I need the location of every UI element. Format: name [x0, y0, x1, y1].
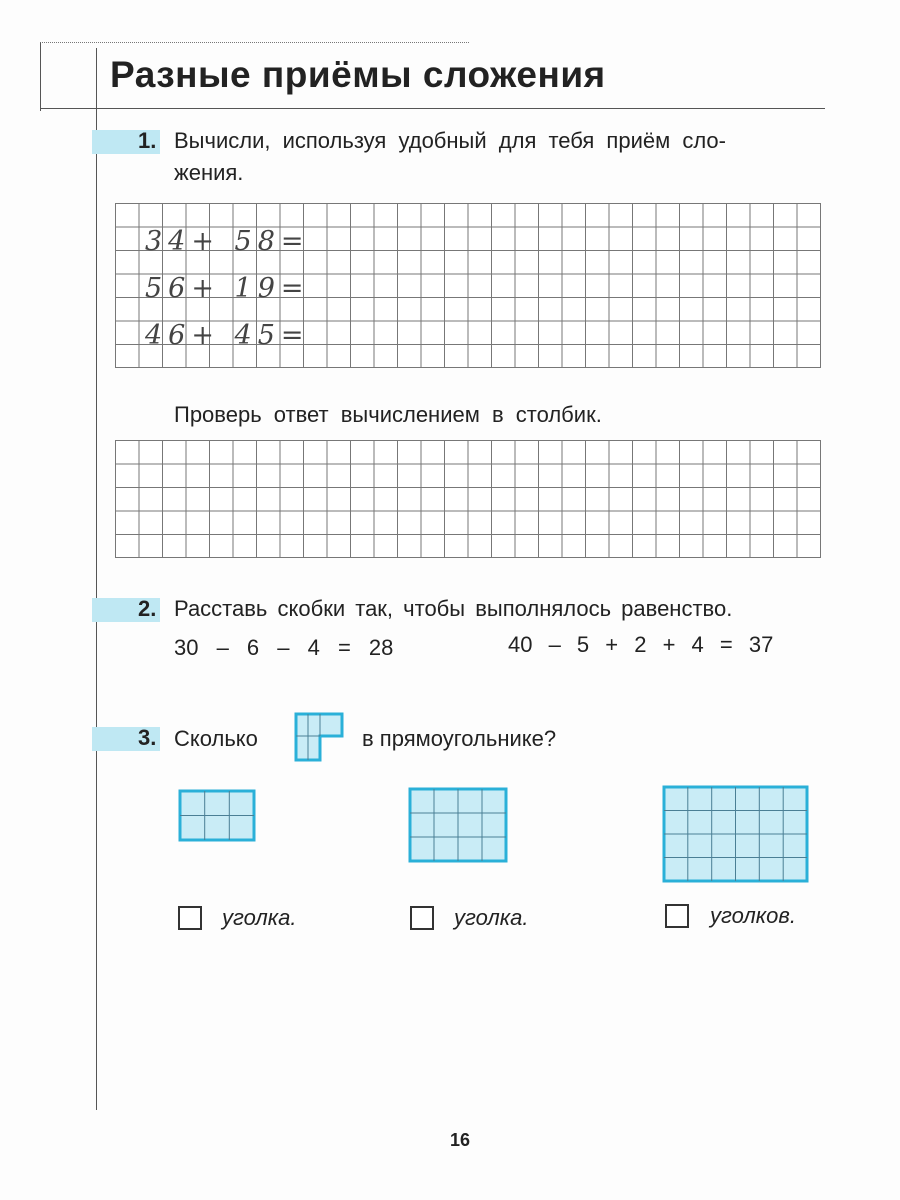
answer-label-1: уголка.	[222, 905, 297, 930]
answer-box-2[interactable]	[410, 906, 434, 930]
answer-box-1[interactable]	[178, 906, 202, 930]
page-title: Разные приёмы сложения	[110, 54, 606, 95]
example-3: 46+ 45=	[145, 320, 310, 351]
task-3-number: 3.	[138, 725, 157, 750]
check-text: Проверь ответ вычислением в столбик.	[174, 402, 602, 427]
equation-2: 40 – 5 + 2 + 4 = 37	[508, 632, 774, 657]
answer-label-3: уголков.	[710, 903, 796, 928]
column-grid[interactable]	[115, 440, 821, 558]
task-3-text-after: в прямоугольнике?	[362, 726, 557, 751]
task-1-text-line2: жения.	[174, 160, 244, 185]
task-2-text: Расставь скобки так, чтобы выполнялось равенство.	[174, 596, 733, 621]
rectangle-3x4	[408, 787, 508, 863]
header-underline	[40, 108, 825, 109]
example-1: 34+ 58=	[145, 226, 310, 257]
rectangle-4x6	[662, 785, 809, 883]
answer-label-2: уголка.	[454, 905, 529, 930]
task-1-number: 1.	[138, 128, 157, 153]
task-3-text-before: Сколько	[174, 726, 258, 751]
example-2: 56+ 19=	[145, 273, 310, 304]
page-number: 16	[450, 1130, 471, 1150]
task-2-number: 2.	[138, 596, 157, 621]
margin-rule	[96, 48, 97, 1110]
task-1-text-line1: Вычисли, используя удобный для тебя приём сло-	[174, 128, 726, 153]
equation-1: 30 – 6 – 4 = 28	[174, 635, 394, 660]
answer-box-3[interactable]	[665, 904, 689, 928]
corner-shape-icon	[294, 712, 346, 762]
rectangle-2x3	[178, 789, 256, 842]
